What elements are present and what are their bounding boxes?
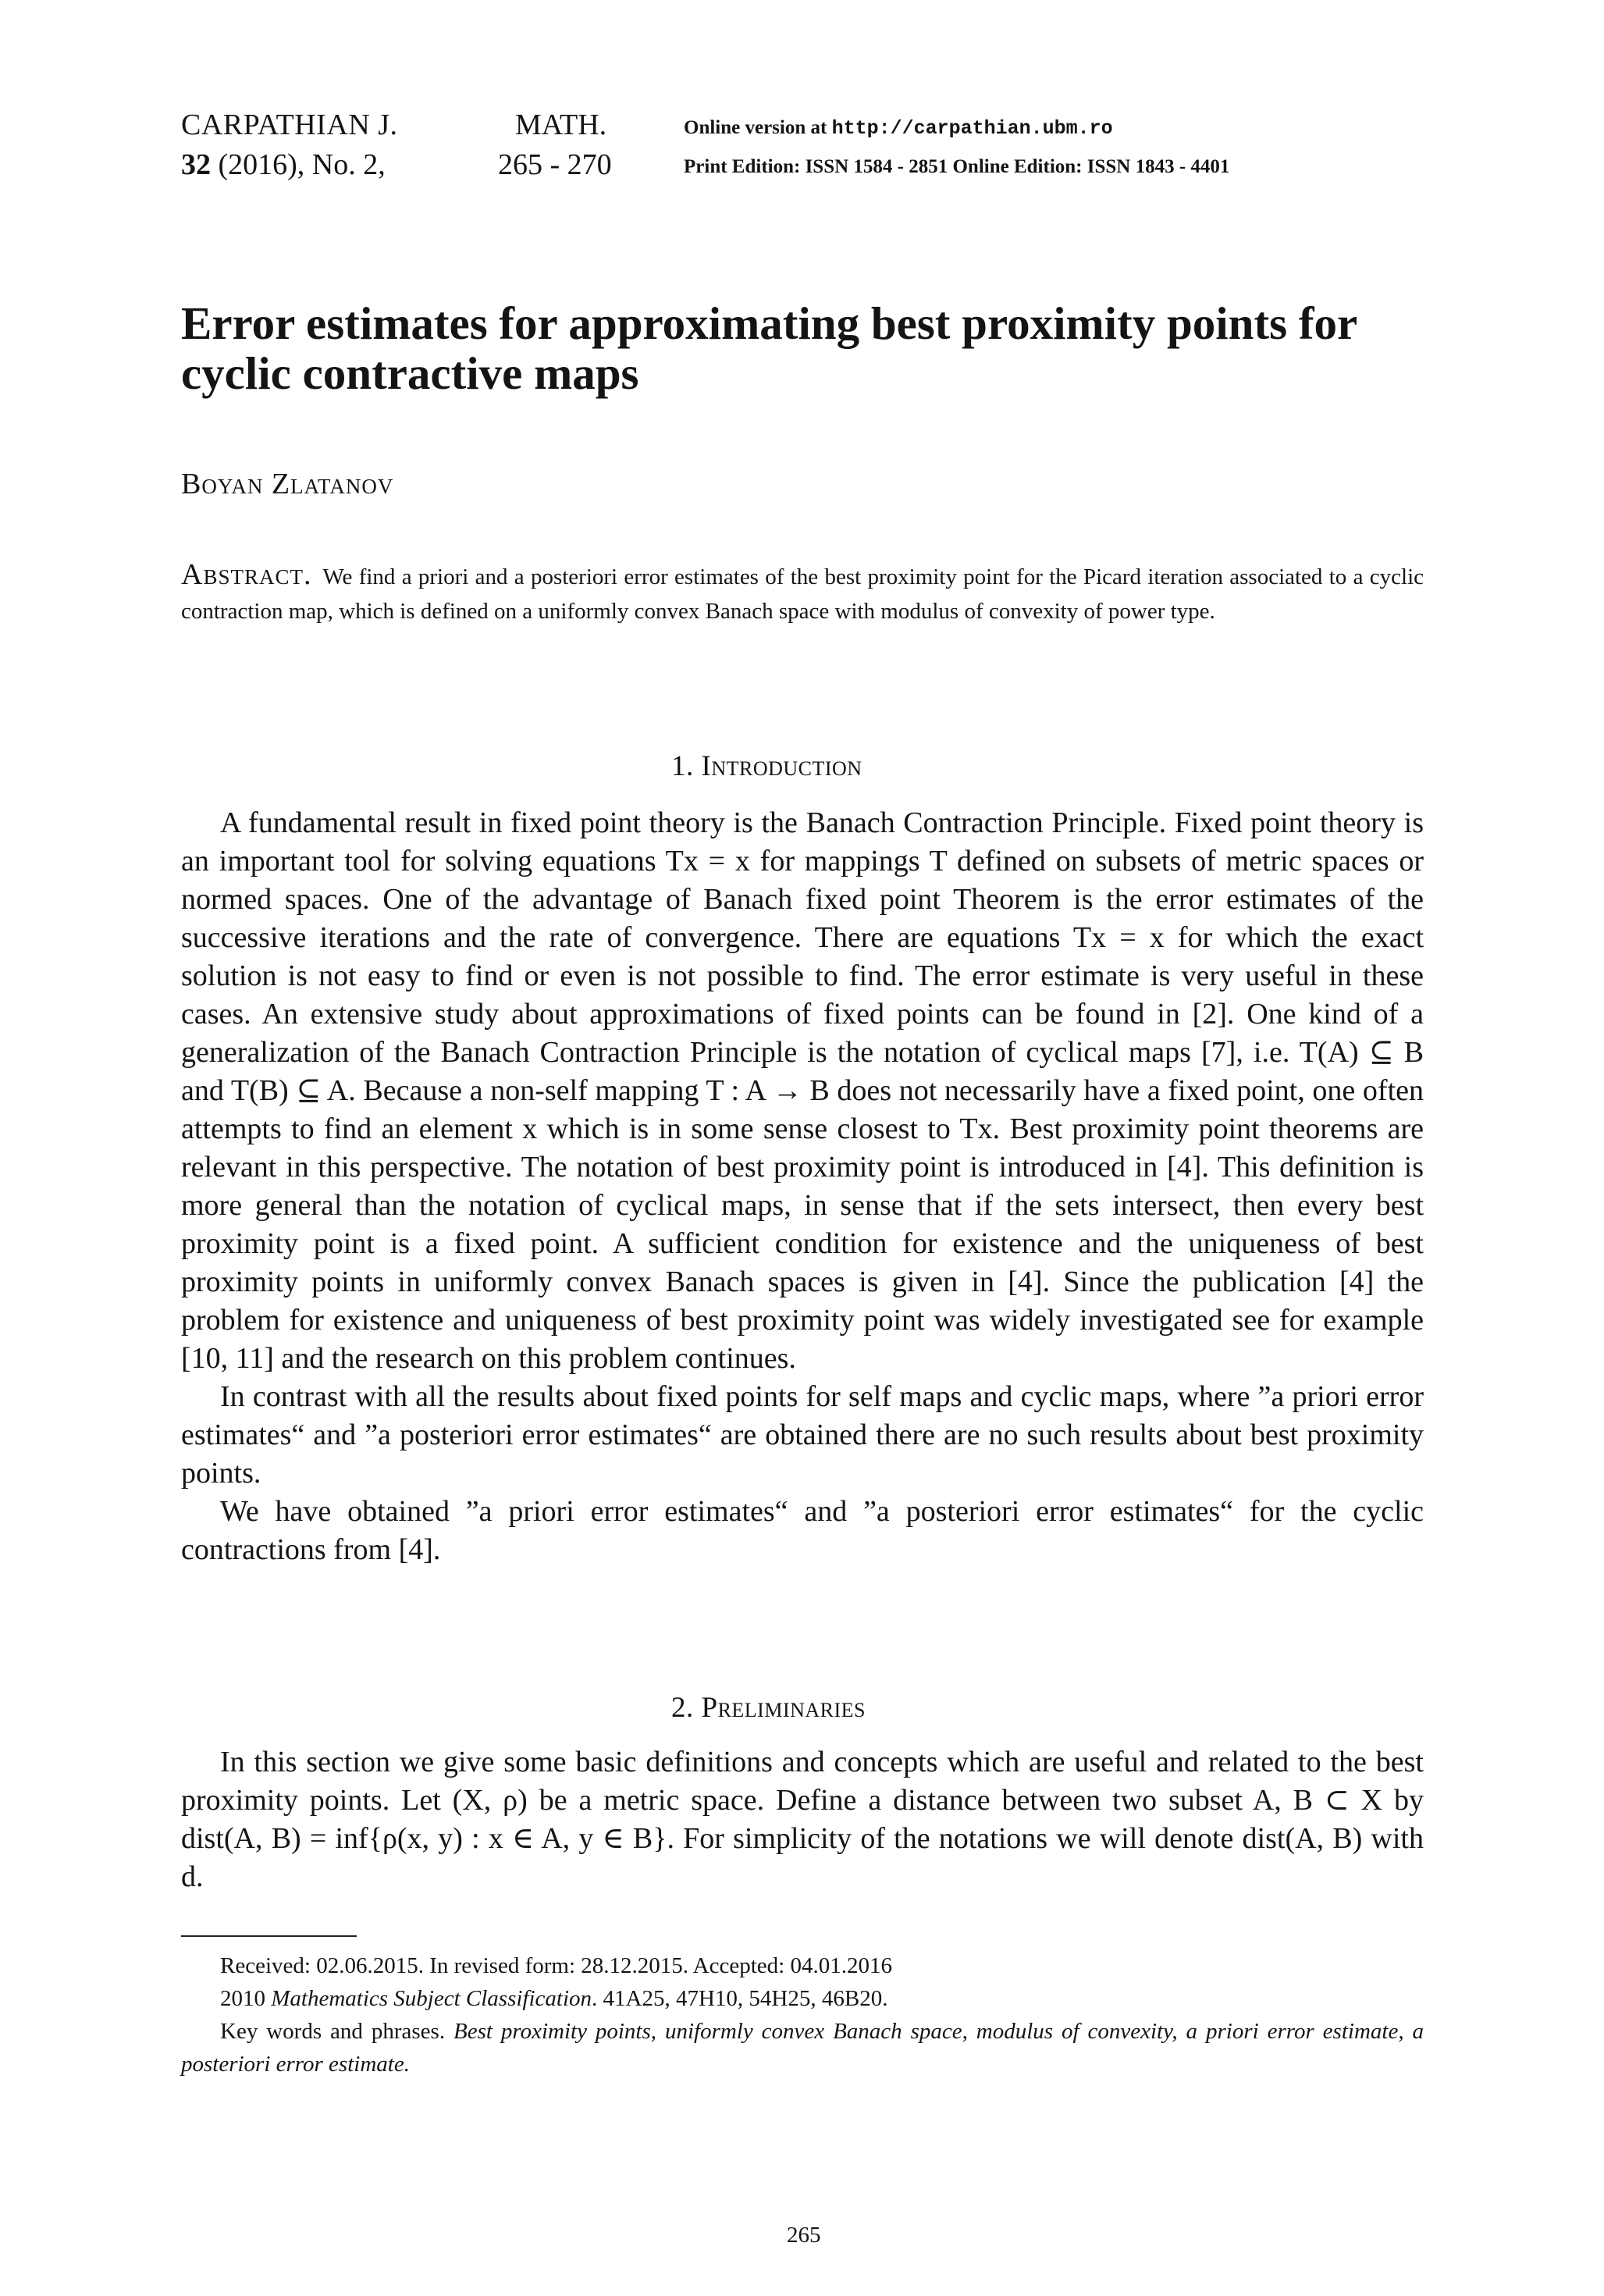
paragraph: A fundamental result in fixed point theory is the Banach Contraction Principle. Fixed point theory is an important tool for solving equations Tx = x for mappings T defined on subsets of metric spaces or normed spaces. One of the advantage of Banach fixed point Theorem is the error estimates of the successive iterations and the rate of convergence. There are equations Tx = x for which the exact solution is not easy to find or even is not possible to find. The error estimate is very useful in these cases. An extensive study about approximations of fixed points can be found in [2]. One kind of a generalization of the Banach Contraction Principle is the notation of cyclical maps [7], i.e. T(A) ⊆ B and T(B) ⊆ A. Because a non-self mapping T : A → B does not necessarily have a fixed point, one often attempts to find an element x which is in some sense closest to Tx. Best proximity point theorems are relevant in this perspective. The notation of best proximity point is introduced in [4]. This definition is more general than the notation of cyclical maps, in sense that if the sets intersect, then every best proximity point is a fixed point. A sufficient condition for existence and the uniqueness of best proximity points in uniformly convex Banach spaces is given in [4]. Since the publication [4] the problem for existence and uniqueness of best proximity point was widely investigated see for example [10, 11] and the research on this problem continues.: [181, 806, 1424, 1375]
online-version: [684, 117, 1113, 140]
abstract-text: We find a priori and a posteriori error estimates of the best proximity point for the Picard iteration associated to a cyclic contraction map, which is defined on a uniformly convex Banach space with modulus of convexity of power type.: [181, 564, 1424, 624]
author-name: Boyan Zlatanov: [181, 468, 394, 500]
journal-math: MATH.: [515, 109, 607, 141]
abstract-label: Abstract.: [181, 558, 312, 591]
issue-info: (2016), No. 2,: [211, 148, 386, 181]
paragraph: In this section we give some basic definitions and concepts which are useful and related to the best proximity points. Let (X, ρ) be a metric space. Define a distance between two subset A, B ⊂ X by dist(A, B) = inf{ρ(x, y) : x ∈ A, y ∈ B}. For simplicity of the notations we will denote dist(A, B) with d.: [181, 1746, 1424, 1893]
msc-codes: . 41A25, 47H10, 54H25, 46B20.: [592, 1986, 888, 2011]
section-heading-introduction: 1. Introduction: [671, 750, 862, 782]
footnote-received: Received: 02.06.2015. In revised form: 28.12.2015. Accepted: 04.01.2016: [220, 1953, 892, 1978]
paragraph: In contrast with all the results about fixed points for self maps and cyclic maps, where ”a priori error estimates“ and ”a posteriori error estimates“ are obtained there are no such results about best proximity points.: [181, 1380, 1424, 1490]
section-heading-preliminaries: 2. Preliminaries: [671, 1692, 866, 1724]
page-number: 265: [787, 2223, 821, 2248]
paper-title: Error estimates for approximating best proximity points for cyclic contractive maps: [181, 297, 1357, 399]
online-prefix: Online version at: [684, 117, 832, 138]
msc-label: Mathematics Subject Classification: [271, 1986, 592, 2011]
volume-number: 32: [181, 148, 211, 181]
keywords-text: Best proximity points, uniformly convex Banach space, modulus of convexity, a priori error estimate, a posteriori error estimate.: [181, 2019, 1424, 2077]
keywords-label: Key words and phrases.: [220, 2019, 454, 2044]
journal-volume-issue: [181, 148, 386, 182]
online-url-link[interactable]: http://carpathian.ubm.ro: [831, 117, 1113, 140]
paragraph: We have obtained ”a priori error estimates“ and ”a posteriori error estimates“ for the cyclic contractions from [4].: [181, 1495, 1424, 1566]
footnote-divider: [181, 1935, 357, 1937]
page-range: 265 - 270: [498, 148, 612, 181]
abstract: [181, 557, 1424, 628]
footnotes: [181, 1949, 1424, 2081]
introduction-body: [181, 804, 1424, 1569]
print-edition: Print Edition: ISSN 1584 - 2851 Online Edition: ISSN 1843 - 4401: [684, 156, 1230, 177]
footnote-msc: [181, 1982, 1424, 2015]
preliminaries-body: [181, 1743, 1424, 1896]
msc-prefix: 2010: [220, 1986, 272, 2011]
journal-name: CARPATHIAN J.: [181, 109, 398, 141]
footnote-keywords: [181, 2015, 1424, 2081]
